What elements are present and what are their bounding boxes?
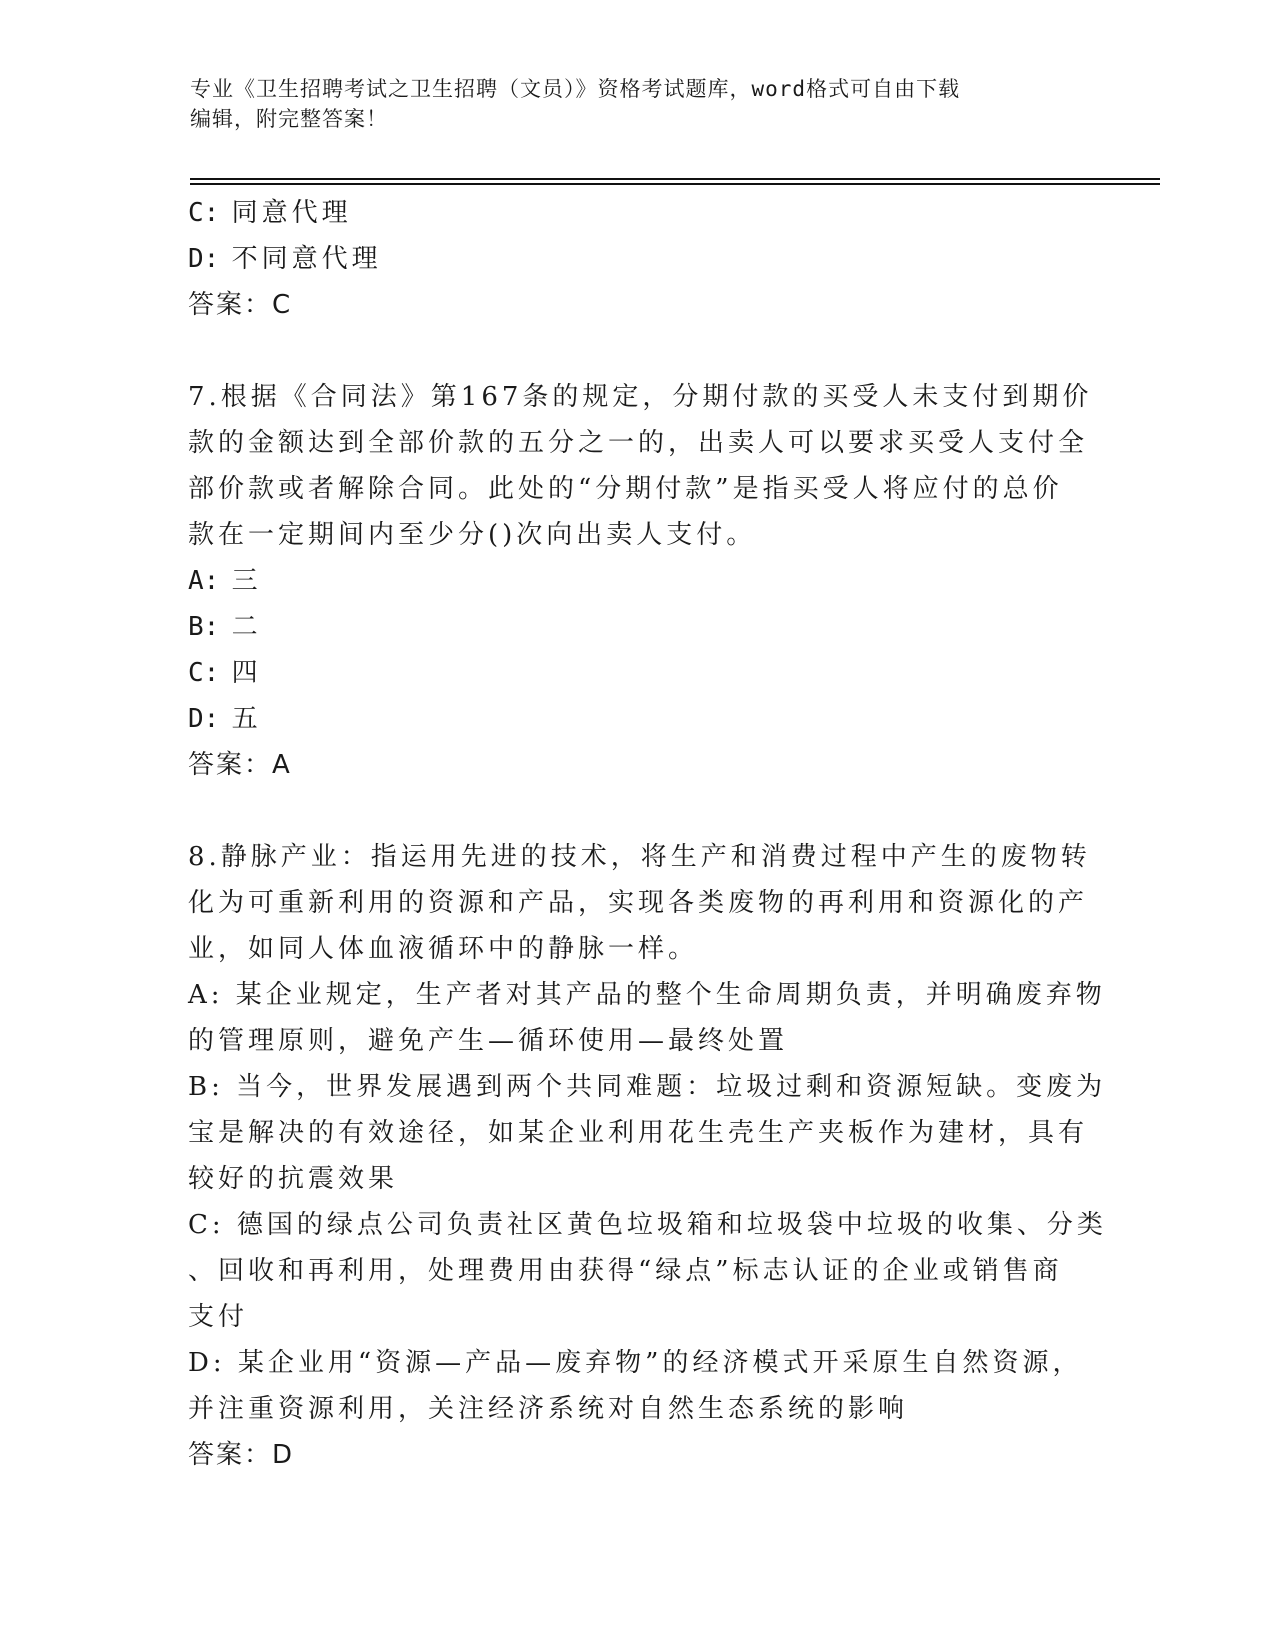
question-7-line: 7.根据《合同法》第167条的规定，分期付款的买受人未支付到期价 [188, 382, 1093, 412]
question-8-option-line: 宝是解决的有效途径，如某企业利用花生壳生产夹板作为建材，具有 [188, 1118, 1089, 1148]
option-c: C: 同意代理 [188, 198, 352, 228]
question-7-line: 款的金额达到全部价款的五分之一的，出卖人可以要求买受人支付全 [188, 428, 1089, 458]
question-8-option-line: 并注重资源利用，关注经济系统对自然生态系统的影响 [188, 1394, 909, 1424]
question-7-line: 款在一定期间内至少分()次向出卖人支付。 [188, 520, 757, 550]
option-d: D: 不同意代理 [188, 244, 382, 274]
question-7-option-a: A: 三 [188, 566, 262, 596]
header-divider-bottom [190, 183, 1160, 185]
question-8-option-line: A: 某企业规定，生产者对其产品的整个生命周期负责，并明确废弃物 [188, 980, 1106, 1010]
question-7-option-c: C: 四 [188, 658, 262, 688]
question-7-line: 部价款或者解除合同。此处的“分期付款”是指买受人将应付的总价 [188, 474, 1063, 504]
prev-question-answer: 答案：C [188, 290, 293, 320]
question-8-answer: 答案：D [188, 1440, 295, 1470]
question-8-option-line: D: 某企业用“资源—产品—废弃物”的经济模式开采原生自然资源， [188, 1348, 1083, 1378]
prev-question-options [188, 190, 1088, 282]
question-8-line: 化为可重新利用的资源和产品，实现各类废物的再利用和资源化的产 [188, 888, 1089, 918]
question-7-answer: 答案：A [188, 750, 292, 780]
question-7-option-d: D: 五 [188, 704, 262, 734]
question-8-line: 业，如同人体血液循环中的静脉一样。 [188, 934, 699, 964]
page-header [190, 74, 1090, 134]
question-7 [188, 374, 1093, 788]
question-content [188, 190, 1107, 1478]
question-8-option-line: C: 德国的绿点公司负责社区黄色垃圾箱和垃圾袋中垃圾的收集、分类 [188, 1210, 1107, 1240]
header-line-2: 编辑，附完整答案！ [190, 107, 388, 131]
question-8-line: 8.静脉产业：指运用先进的技术，将生产和消费过程中产生的废物转 [188, 842, 1091, 872]
question-8-option-line: 的管理原则，避免产生—循环使用—最终处置 [188, 1026, 789, 1056]
question-8-option-line: B: 当今，世界发展遇到两个共同难题：垃圾过剩和资源短缺。变废为 [188, 1072, 1107, 1102]
question-8-option-line: 较好的抗震效果 [188, 1164, 399, 1194]
question-8 [188, 834, 1107, 1478]
question-8-option-line: 支付 [188, 1302, 249, 1332]
header-line-1: 专业《卫生招聘考试之卫生招聘（文员）》资格考试题库，word格式可自由下载 [190, 77, 961, 101]
question-8-option-line: 、回收和再利用，处理费用由获得“绿点”标志认证的企业或销售商 [188, 1256, 1063, 1286]
header-divider-top [190, 178, 1160, 180]
question-7-option-b: B: 二 [188, 612, 262, 642]
